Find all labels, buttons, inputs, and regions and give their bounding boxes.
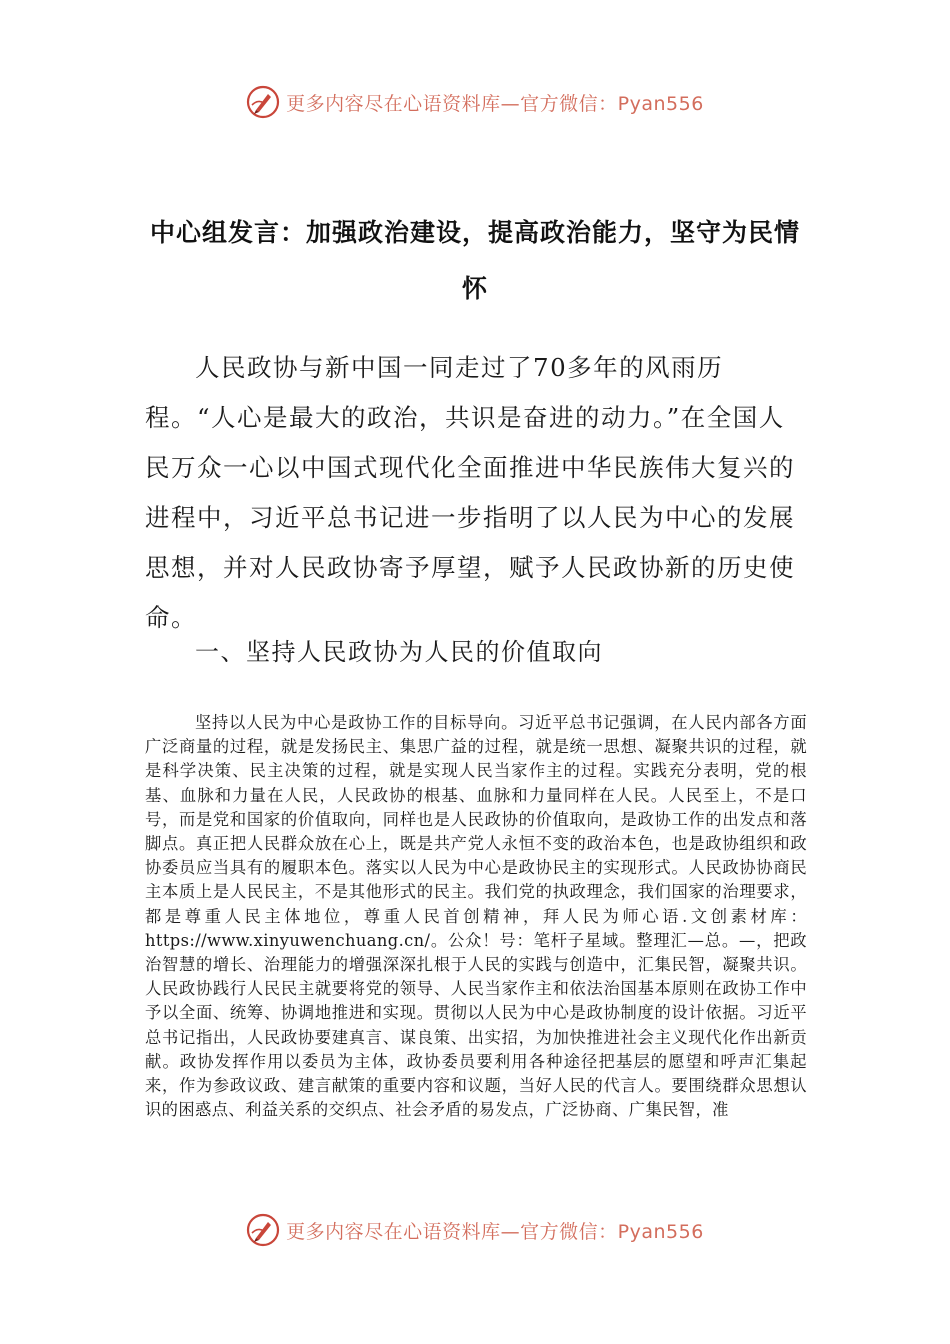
lead-paragraph bbox=[145, 343, 805, 643]
header-watermark bbox=[0, 82, 950, 122]
pen-logo-icon bbox=[246, 1213, 280, 1247]
footer-watermark bbox=[0, 1210, 950, 1250]
pen-logo-icon bbox=[246, 85, 280, 119]
section-heading: 一、坚持人民政协为人民的价值取向 bbox=[195, 638, 603, 666]
lead-paragraph-text: 人民政协与新中国一同走过了70多年的风雨历程。“人心是最大的政治，共识是奋进的动力。”在全国人民万众一心以中国式现代化全面推进中华民族伟大复兴的进程中，习近平总书记进一步指明了以人民为中心的发展思想，并对人民政协寄予厚望，赋予人民政协新的历史使命。 bbox=[145, 353, 795, 632]
body-paragraph: 坚持以人民为中心是政协工作的目标导向。习近平总书记强调，在人民内部各方面广泛商量的过程，就是发扬民主、集思广益的过程，就是统一思想、凝聚共识的过程，就是科学决策、民主决策的过程，就是实现人民当家作主的过程。实践充分表明，党的根基、血脉和力量在人民，人民政协的根基、血脉和力量同样在人民。人民至上，不是口号，而是党和国家的价值取向，同样也是人民政协的价值取向，是政协工作的出发点和落脚点。真正把人民群众放在心上，既是共产党人永恒不变的政治本色，也是政协组织和政协委员应当具有的履职本色。落实以人民为中心是政协民主的实现形式。人民政协协商民主本质上是人民民主，不是其他形式的民主。我们党的执政理念，我们国家的治理要求，都是尊重人民主体地位，尊重人民首创精神，拜人民为师心语.文创素材库：https://www.xinyuwenchuang.cn/。公众！号：笔杆子星域。整理汇—总。—，把政治智慧的增长、治理能力的增强深深扎根于人民的实践与创造中，汇集民智，凝聚共识。人民政协践行人民民主就要将党的领导、人民当家作主和依法治国基本原则在政协工作中予以全面、统筹、协调地推进和实现。贯彻以人民为中心是政协制度的设计依据。习近平总书记指出，人民政协要建真言、谋良策、出实招，为加快推进社会主义现代化作出新贡献。政协发挥作用以委员为主体，政协委员要利用各种途径把基层的愿望和呼声汇集起来，作为参政议政、建言献策的重要内容和议题，当好人民的代言人。要围绕群众思想认识的困惑点、利益关系的交织点、社会矛盾的易发点，广泛协商、广集民智，准 bbox=[145, 713, 807, 1120]
watermark-text: 更多内容尽在心语资料库—官方微信：Pyan556 bbox=[286, 1220, 704, 1243]
watermark-text: 更多内容尽在心语资料库—官方微信：Pyan556 bbox=[286, 92, 704, 115]
document-title: 中心组发言：加强政治建设，提高政治能力，坚守为民情怀 bbox=[149, 218, 800, 303]
